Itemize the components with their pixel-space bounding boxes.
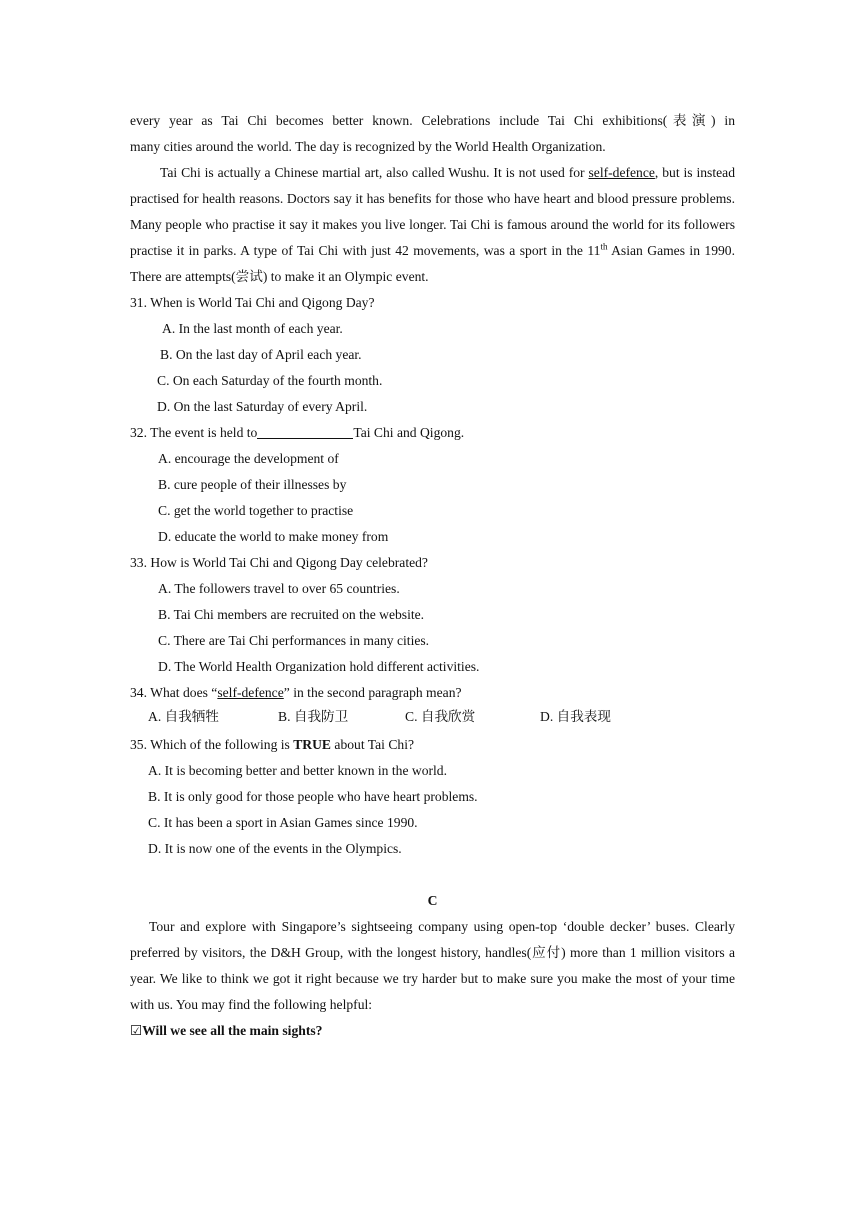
q34-option-c: C. 自我欣赏 bbox=[405, 709, 476, 724]
ordinal-suffix: th bbox=[600, 241, 608, 252]
q31-option-b: B. On the last day of April each year. bbox=[160, 347, 362, 362]
q31-option-a: A. In the last month of each year. bbox=[162, 321, 343, 336]
passage-b-paragraph-2 bbox=[130, 160, 735, 290]
question-34-stem bbox=[130, 680, 735, 706]
question-35-stem bbox=[130, 732, 735, 758]
q32-option-a: A. encourage the development of bbox=[158, 451, 339, 466]
q35-option-d: D. It is now one of the events in the Olympics. bbox=[148, 841, 402, 856]
q35-option-b: B. It is only good for those people who have heart problems. bbox=[148, 789, 478, 804]
p2-text-c: Asian Games in 1990. There are attempts(尝试) to make it an Olympic event. bbox=[130, 243, 735, 284]
p1-line2: many cities around the world. The day is recognized by the World Health Organization. bbox=[130, 139, 606, 154]
q33-option-b: B. Tai Chi members are recruited on the website. bbox=[158, 607, 425, 622]
section-c-paragraph: Tour and explore with Singapore’s sightseeing company using open-top ‘double decker’ buses. Clearly preferred by visitors, the D&H Group, with the longest history, handles(应付) more than 1 million visitors a year. We like to think we got it right because we try harder but to make sure you make the most of your time with us. You may find the following helpful: bbox=[130, 919, 735, 1012]
q32-stem-b: Tai Chi and Qigong. bbox=[353, 425, 465, 440]
q35-option-c: C. It has been a sport in Asian Games since 1990. bbox=[148, 815, 418, 830]
answer-blank bbox=[257, 424, 353, 439]
q34-option-d: D. 自我表现 bbox=[540, 709, 611, 724]
q35-option-a: A. It is becoming better and better known in the world. bbox=[148, 763, 447, 778]
section-c-heading: C bbox=[427, 893, 438, 908]
q32-option-d: D. educate the world to make money from bbox=[158, 529, 389, 544]
question-32-stem bbox=[130, 420, 735, 446]
q33-option-c: C. There are Tai Chi performances in many cities. bbox=[158, 633, 430, 648]
faq-item-1 bbox=[130, 1018, 735, 1044]
q34-stem-a: 34. What does “ bbox=[130, 685, 218, 700]
q31-option-c: C. On each Saturday of the fourth month. bbox=[157, 373, 383, 388]
p2-text-b: , but is instead practised for health reasons. Doctors say it has benefits for those who have heart and blood pressure problems. Many people who practise it say it makes you live longer. Tai Chi is famous around the world for its followers practise it in parks. A type of Tai Chi with just 42 movements, was a sport in the 11 bbox=[130, 165, 735, 258]
question-33-stem: 33. How is World Tai Chi and Qigong Day celebrated? bbox=[130, 555, 428, 570]
q34-option-b: B. 自我防卫 bbox=[278, 709, 349, 724]
q32-option-b: B. cure people of their illnesses by bbox=[158, 477, 347, 492]
q35-stem-bold: TRUE bbox=[293, 737, 332, 752]
q31-option-d: D. On the last Saturday of every April. bbox=[157, 399, 368, 414]
q35-stem-a: 35. Which of the following is bbox=[130, 737, 294, 752]
q32-stem-a: 32. The event is held to bbox=[130, 425, 258, 440]
passage-b-paragraph-1 bbox=[130, 108, 735, 160]
p2-text-a: Tai Chi is actually a Chinese martial art, also called Wushu. It is not used for bbox=[160, 165, 589, 180]
faq-question: Will we see all the main sights? bbox=[142, 1023, 323, 1038]
self-defence-term: self-defence bbox=[588, 165, 655, 180]
q33-option-d: D. The World Health Organization hold different activities. bbox=[158, 659, 480, 674]
q35-stem-b: about Tai Chi? bbox=[331, 737, 415, 752]
p1-line1: every year as Tai Chi becomes better known. Celebrations include Tai Chi exhibitions(表演) in bbox=[130, 113, 735, 128]
q34-term: self-defence bbox=[217, 685, 284, 700]
question-31-stem: 31. When is World Tai Chi and Qigong Day? bbox=[130, 295, 375, 310]
q34-stem-b: ” in the second paragraph mean? bbox=[283, 685, 462, 700]
q34-option-a: A. 自我牺牲 bbox=[148, 709, 219, 724]
q32-option-c: C. get the world together to practise bbox=[158, 503, 354, 518]
q34-options-row bbox=[130, 706, 735, 728]
checkbox-icon: ☑ bbox=[130, 1023, 143, 1039]
exam-page bbox=[130, 108, 735, 1044]
q33-option-a: A. The followers travel to over 65 countries. bbox=[158, 581, 400, 596]
